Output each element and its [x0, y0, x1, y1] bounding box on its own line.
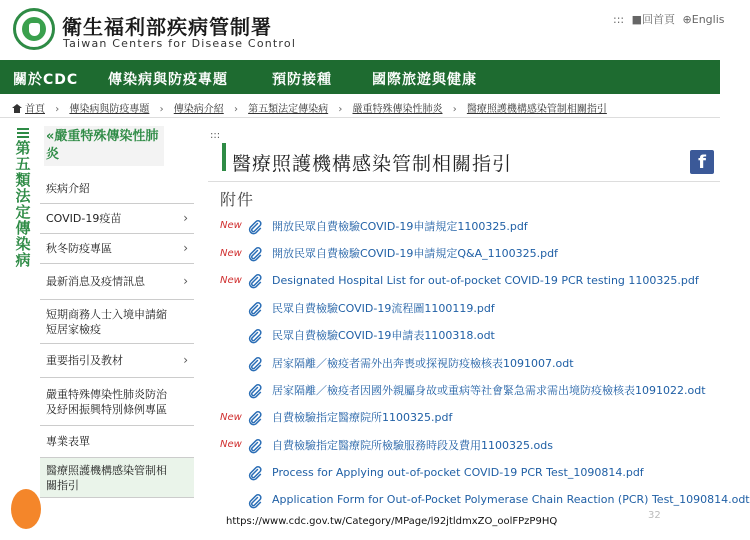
vertical-char: 定: [15, 203, 31, 221]
share-dots: :::: [210, 130, 221, 141]
page-title: 醫療照護機構感染管制相關指引: [232, 153, 513, 175]
paperclip-icon: [248, 383, 262, 397]
breadcrumb-separator: ›: [159, 104, 164, 115]
breadcrumb-current[interactable]: 醫療照護機構感染管制相關指引: [466, 104, 607, 115]
paperclip-icon: [248, 356, 262, 370]
org-name-zh[interactable]: 衛生福利部疾病管制署: [62, 15, 272, 39]
new-badge: New: [220, 439, 242, 451]
sidebar-item-label: 秋冬防疫專區: [46, 242, 112, 255]
home-link[interactable]: ■回首頁: [631, 13, 676, 26]
paperclip-icon: [248, 410, 262, 424]
sidebar-item-label: COVID-19疫苗: [46, 212, 122, 225]
sidebar-item-label: 疾病介紹: [46, 182, 90, 195]
vertical-char: 第: [15, 139, 31, 157]
facebook-icon[interactable]: f: [690, 150, 714, 174]
page-number: 32: [648, 510, 661, 521]
attachment-row: [220, 349, 720, 376]
sidebar-category-title: [14, 128, 32, 268]
sidebar-menu: [40, 174, 194, 498]
new-badge: New: [220, 220, 242, 232]
org-name-en: Taiwan Centers for Disease Control: [63, 37, 297, 50]
sidebar-item-label: 專業表單: [46, 435, 90, 448]
orange-circle-decoration: [11, 489, 41, 529]
vertical-char: 五: [15, 155, 31, 173]
chevron-right-icon: ›: [183, 210, 188, 225]
english-link[interactable]: ⊕Englis: [682, 13, 725, 26]
vertical-char: 類: [15, 171, 31, 189]
breadcrumb: [12, 100, 607, 115]
attachment-row: [220, 294, 720, 321]
sidebar-item-forms[interactable]: [40, 426, 194, 458]
attachment-link[interactable]: 居家隔離／檢疫者因國外親屬身故或重病等社會緊急需求需出境防疫檢核表1091022.odt: [272, 384, 706, 398]
chevron-right-icon: ›: [183, 240, 188, 255]
breadcrumb-diseases[interactable]: 傳染病與防疫專題: [69, 104, 150, 115]
new-badge: New: [220, 247, 242, 259]
sidebar-item-guidelines[interactable]: [40, 344, 194, 378]
breadcrumb-category-5[interactable]: 第五類法定傳染病: [248, 104, 329, 115]
sidebar-item-autumn-winter[interactable]: [40, 234, 194, 264]
sidebar-item-label: 短期商務人士入境申請縮短居家檢疫: [46, 307, 167, 336]
attachment-link[interactable]: Process for Applying out-of-pocket COVID-19 PCR Test_1090814.pdf: [272, 465, 644, 479]
breadcrumb-home[interactable]: 首頁: [25, 104, 45, 115]
paperclip-icon: [248, 493, 262, 507]
attachment-link[interactable]: 民眾自費檢驗COVID-19流程圖1100119.pdf: [272, 301, 495, 315]
paperclip-icon: [248, 273, 262, 287]
new-badge: New: [220, 411, 242, 423]
nav-item-vaccination[interactable]: 預防接種: [272, 72, 332, 88]
paperclip-icon: [248, 438, 262, 452]
attachment-row: [220, 486, 750, 513]
chevron-right-icon: ›: [183, 352, 188, 367]
nav-item-travel[interactable]: 國際旅遊與健康: [372, 72, 477, 88]
top-links: [613, 11, 729, 27]
attachment-row: [220, 267, 720, 294]
cdc-logo-icon[interactable]: [13, 8, 55, 50]
attachment-link[interactable]: Application Form for Out-of-Pocket Polymerase Chain Reaction (PCR) Test_1090814.odt: [272, 493, 750, 507]
nav-item-diseases[interactable]: 傳染病與防疫專題: [108, 72, 228, 88]
attachment-link[interactable]: 開放民眾自費檢驗COVID-19申請規定1100325.pdf: [272, 219, 528, 233]
new-badge: New: [220, 274, 242, 286]
divider: [0, 117, 720, 118]
breadcrumb-separator: ›: [338, 104, 343, 115]
vertical-char: 染: [15, 235, 31, 253]
vertical-char: 病: [15, 251, 31, 269]
paperclip-icon: [248, 465, 262, 479]
source-url: https://www.cdc.gov.tw/Category/MPage/l92jtldmxZO_oolFPzP9HQ: [226, 516, 558, 527]
breadcrumb-separator: ›: [55, 104, 60, 115]
breadcrumb-separator: ›: [452, 104, 457, 115]
paperclip-icon: [248, 328, 262, 342]
home-icon: [12, 104, 22, 113]
title-accent-bar: [222, 143, 226, 171]
breadcrumb-disease-intro[interactable]: 傳染病介紹: [173, 104, 224, 115]
attachment-row: [220, 212, 720, 239]
sidebar-item-label: 最新消息及疫情訊息: [46, 275, 145, 288]
paperclip-icon: [248, 219, 262, 233]
menu-icon[interactable]: [17, 128, 29, 138]
site-header: [0, 0, 725, 60]
sidebar-item-special-act[interactable]: [40, 378, 194, 426]
attachments-list: [220, 212, 750, 513]
attachment-row: [220, 239, 720, 266]
paperclip-icon: [248, 246, 262, 260]
accesskey-link[interactable]: :::: [613, 13, 625, 26]
sidebar-item-latest-news[interactable]: [40, 264, 194, 300]
breadcrumb-covid[interactable]: 嚴重特殊傳染性肺炎: [352, 104, 443, 115]
paperclip-icon: [248, 301, 262, 315]
attachments-heading: 附件: [220, 190, 255, 209]
sidebar-item-business-quarantine[interactable]: [40, 300, 194, 344]
attachment-link[interactable]: 自費檢驗指定醫療院所1100325.pdf: [272, 411, 453, 425]
chevron-right-icon: ›: [183, 273, 188, 288]
attachment-row: [220, 459, 720, 486]
nav-item-about[interactable]: 關於CDC: [13, 72, 79, 88]
sidebar-item-infection-control[interactable]: [40, 458, 194, 498]
sidebar-item-label: 重要指引及教材: [46, 354, 123, 367]
attachment-row: [220, 404, 720, 431]
main-nav: [0, 60, 720, 94]
attachment-link[interactable]: Designated Hospital List for out-of-pocket COVID-19 PCR testing 1100325.pdf: [272, 273, 699, 287]
attachment-link[interactable]: 民眾自費檢驗COVID-19申請表1100318.odt: [272, 329, 495, 343]
sidebar-heading[interactable]: «嚴重特殊傳染性肺炎: [44, 126, 164, 166]
attachment-link[interactable]: 自費檢驗指定醫療院所檢驗服務時段及費用1100325.ods: [272, 438, 553, 452]
breadcrumb-separator: ›: [233, 104, 238, 115]
attachment-link[interactable]: 居家隔離／檢疫者需外出奔喪或探視防疫檢核表1091007.odt: [272, 356, 574, 370]
sidebar-item-label: 嚴重特殊傳染性肺炎防治及紓困振興特別條例專區: [46, 387, 167, 416]
sidebar-item-label: 醫療照護機構感染管制相關指引: [46, 463, 167, 492]
sidebar-item-disease-intro[interactable]: [40, 174, 194, 204]
sidebar-item-covid-vaccine[interactable]: [40, 204, 194, 234]
vertical-char: 傳: [15, 219, 31, 237]
attachment-row: [220, 431, 720, 458]
attachment-row: [220, 376, 720, 403]
attachment-row: [220, 322, 720, 349]
vertical-char: 法: [15, 187, 31, 205]
attachment-link[interactable]: 開放民眾自費檢驗COVID-19申請規定Q&A_1100325.pdf: [272, 247, 558, 261]
divider: [208, 181, 720, 182]
